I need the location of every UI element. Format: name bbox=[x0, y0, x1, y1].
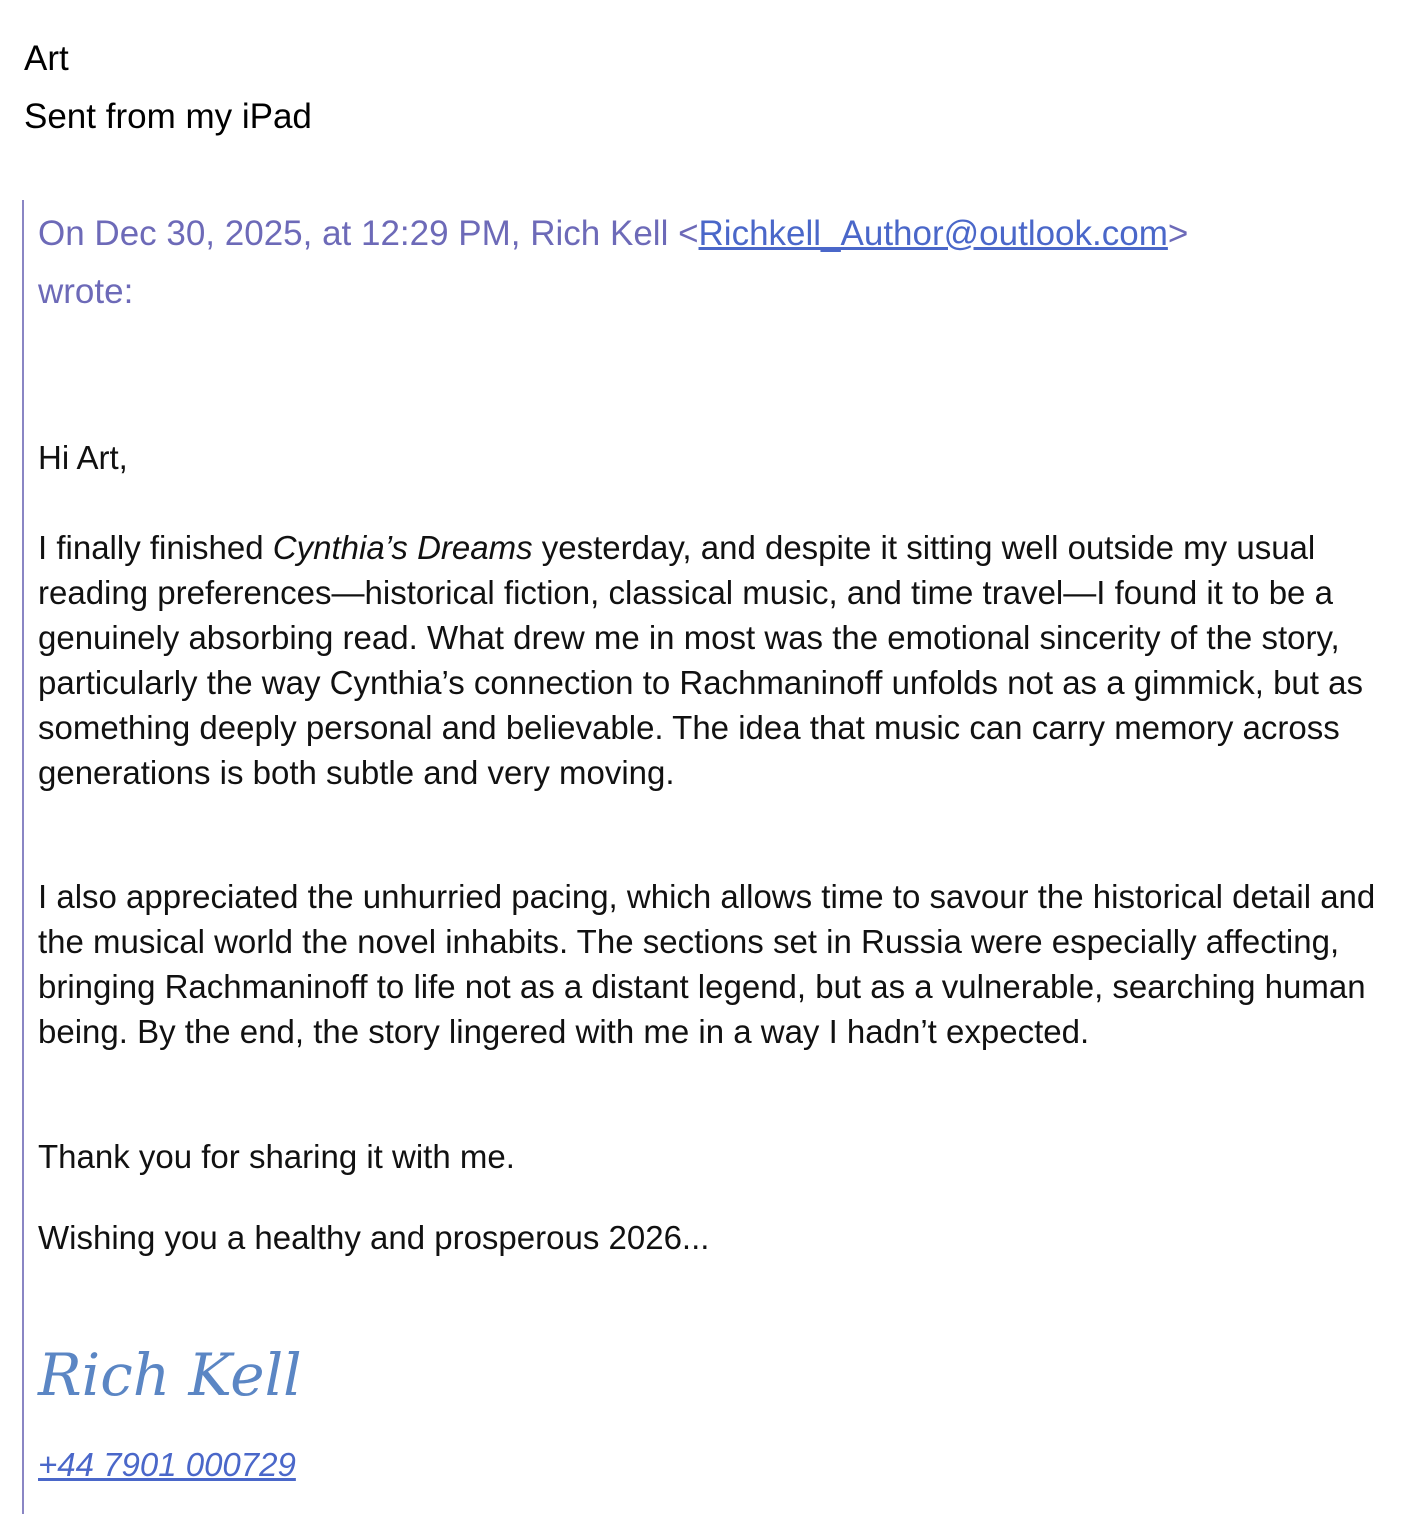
quote-attribution bbox=[38, 205, 1378, 321]
para1-after: yesterday, and despite it sitting well outside my usual reading preferences—historical fiction, classical music, and time travel—I found it to be a genuinely absorbing read. What drew me in most was the emotional sincerity of the story, particularly the way Cynthia’s connection to Rachmaninoff unfolds not as a gimmick, but as something deeply personal and believable. The idea that music can carry memory across generations is both subtle and very moving. bbox=[38, 529, 1363, 791]
greeting: Hi Art, bbox=[38, 439, 128, 476]
signature-phone-link[interactable]: +44 7901 000729 bbox=[38, 1446, 296, 1483]
quoted-message bbox=[22, 200, 1392, 1514]
thanks-line: Thank you for sharing it with me. bbox=[38, 1138, 515, 1175]
attribution-prefix: On Dec 30, 2025, at 12:29 PM, Rich Kell < bbox=[38, 214, 699, 253]
wishes-line: Wishing you a healthy and prosperous 2026... bbox=[38, 1219, 710, 1256]
attribution-suffix: > bbox=[1167, 214, 1189, 253]
sender-email-link[interactable]: Richkell_Author@outlook.com bbox=[698, 214, 1168, 253]
signature-name: Rich Kell bbox=[38, 1341, 302, 1409]
body-paragraph-2: I also appreciated the unhurried pacing, which allows time to savour the historical detail and the musical world the novel inhabits. The sections set in Russia were especially affecting, bringing Rachmaninoff to life not as a distant legend, but as a vulnerable, searching human being. By the end, the story lingered with me in a way I hadn’t expected. bbox=[38, 878, 1376, 1050]
sent-from-line: Sent from my iPad bbox=[24, 97, 312, 136]
reply-sender-name: Art bbox=[24, 39, 69, 78]
reply-signature bbox=[24, 30, 312, 146]
book-title: Cynthia’s Dreams bbox=[272, 529, 533, 566]
para1-before: I finally finished bbox=[38, 529, 273, 566]
attribution-wrote: wrote: bbox=[38, 272, 134, 311]
body-paragraph-1 bbox=[38, 525, 1388, 795]
